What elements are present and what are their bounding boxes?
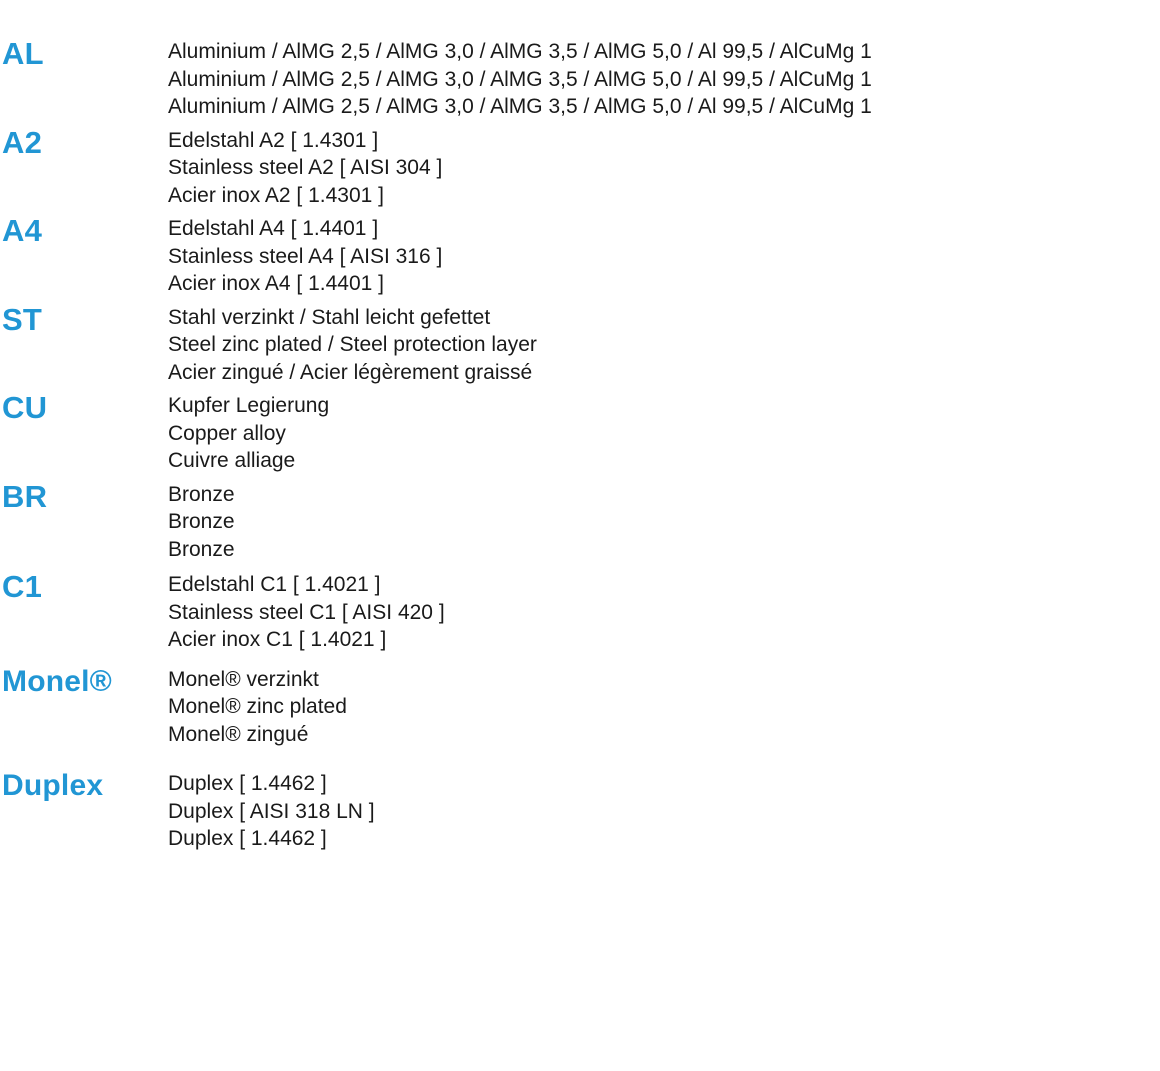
legend-row bbox=[0, 301, 1160, 387]
material-code-cell bbox=[0, 215, 168, 248]
material-description bbox=[168, 304, 1160, 387]
description-line-fr: Cuivre alliage bbox=[168, 449, 296, 472]
material-description bbox=[168, 215, 1160, 298]
description-line-fr: Acier inox C1 [ 1.4021 ] bbox=[168, 628, 387, 651]
description-line-de: Duplex [ 1.4462 ] bbox=[168, 772, 327, 795]
material-code: BR bbox=[2, 478, 48, 514]
description-line-en: Stainless steel A4 [ AISI 316 ] bbox=[168, 244, 443, 268]
description-line-fr: Acier zingué / Acier légèrement graissé bbox=[168, 360, 533, 384]
material-code: A4 bbox=[2, 213, 43, 248]
description-line-en: Aluminium / AlMG 2,5 / AlMG 3,0 / AlMG 3,5 / AlMG 5,0 / Al 99,5 / AlCuMg 1 bbox=[168, 67, 872, 91]
material-description bbox=[168, 481, 1160, 564]
legend-row bbox=[0, 124, 1160, 210]
description-line-en: Stainless steel C1 [ AISI 420 ] bbox=[168, 600, 445, 624]
material-code: ST bbox=[2, 301, 43, 337]
description-line-de: Bronze bbox=[168, 482, 235, 506]
material-code: A2 bbox=[2, 124, 43, 160]
description-line-de: Edelstahl A2 [ 1.4301 ] bbox=[168, 128, 379, 152]
legend-row bbox=[0, 770, 1160, 853]
description-line-en: Duplex [ AISI 318 LN ] bbox=[168, 799, 375, 823]
legend-row bbox=[0, 666, 1160, 749]
material-code-cell bbox=[0, 571, 168, 604]
description-line-de: Aluminium / AlMG 2,5 / AlMG 3,0 / AlMG 3,5 / AlMG 5,0 / Al 99,5 / AlCuMg 1 bbox=[168, 40, 872, 63]
description-line-de: Kupfer Legierung bbox=[168, 394, 330, 417]
description-line-en: Copper alloy bbox=[168, 421, 286, 445]
description-line-de: Stahl verzinkt / Stahl leicht gefettet bbox=[168, 305, 491, 329]
material-code: AL bbox=[2, 36, 44, 71]
material-code-cell bbox=[0, 770, 168, 802]
description-line-fr: Monel® zingué bbox=[168, 722, 309, 746]
description-line-fr: Duplex [ 1.4462 ] bbox=[168, 827, 327, 850]
material-code-cell bbox=[0, 392, 168, 425]
material-description bbox=[168, 38, 1160, 121]
description-line-fr: Aluminium / AlMG 2,5 / AlMG 3,0 / AlMG 3,5 / AlMG 5,0 / Al 99,5 / AlCuMg 1 bbox=[168, 95, 872, 118]
material-code-cell bbox=[0, 301, 168, 337]
legend-row bbox=[0, 571, 1160, 654]
material-description bbox=[168, 571, 1160, 654]
material-code: C1 bbox=[2, 569, 43, 604]
material-description bbox=[168, 770, 1160, 853]
material-description bbox=[168, 127, 1160, 210]
material-code: Monel® bbox=[2, 664, 112, 698]
description-line-de: Monel® verzinkt bbox=[168, 667, 319, 691]
legend-row bbox=[0, 215, 1160, 298]
description-line-fr: Acier inox A2 [ 1.4301 ] bbox=[168, 183, 384, 207]
material-code-cell bbox=[0, 666, 168, 698]
material-description bbox=[168, 666, 1160, 749]
description-line-en: Steel zinc plated / Steel protection layer bbox=[168, 333, 537, 356]
material-description bbox=[168, 392, 1160, 475]
legend-row bbox=[0, 478, 1160, 564]
description-line-en: Stainless steel A2 [ AISI 304 ] bbox=[168, 156, 443, 179]
legend-row bbox=[0, 392, 1160, 475]
material-code-cell bbox=[0, 478, 168, 514]
description-line-en: Monel® zinc plated bbox=[168, 695, 347, 718]
material-code: CU bbox=[2, 390, 48, 425]
description-line-de: Edelstahl A4 [ 1.4401 ] bbox=[168, 217, 379, 240]
legend-row bbox=[0, 38, 1160, 121]
description-line-en: Bronze bbox=[168, 510, 235, 533]
description-line-fr: Bronze bbox=[168, 537, 235, 561]
material-code: Duplex bbox=[2, 769, 104, 802]
material-code-cell bbox=[0, 38, 168, 71]
material-code-cell bbox=[0, 124, 168, 160]
description-line-fr: Acier inox A4 [ 1.4401 ] bbox=[168, 272, 384, 295]
description-line-de: Edelstahl C1 [ 1.4021 ] bbox=[168, 573, 381, 596]
